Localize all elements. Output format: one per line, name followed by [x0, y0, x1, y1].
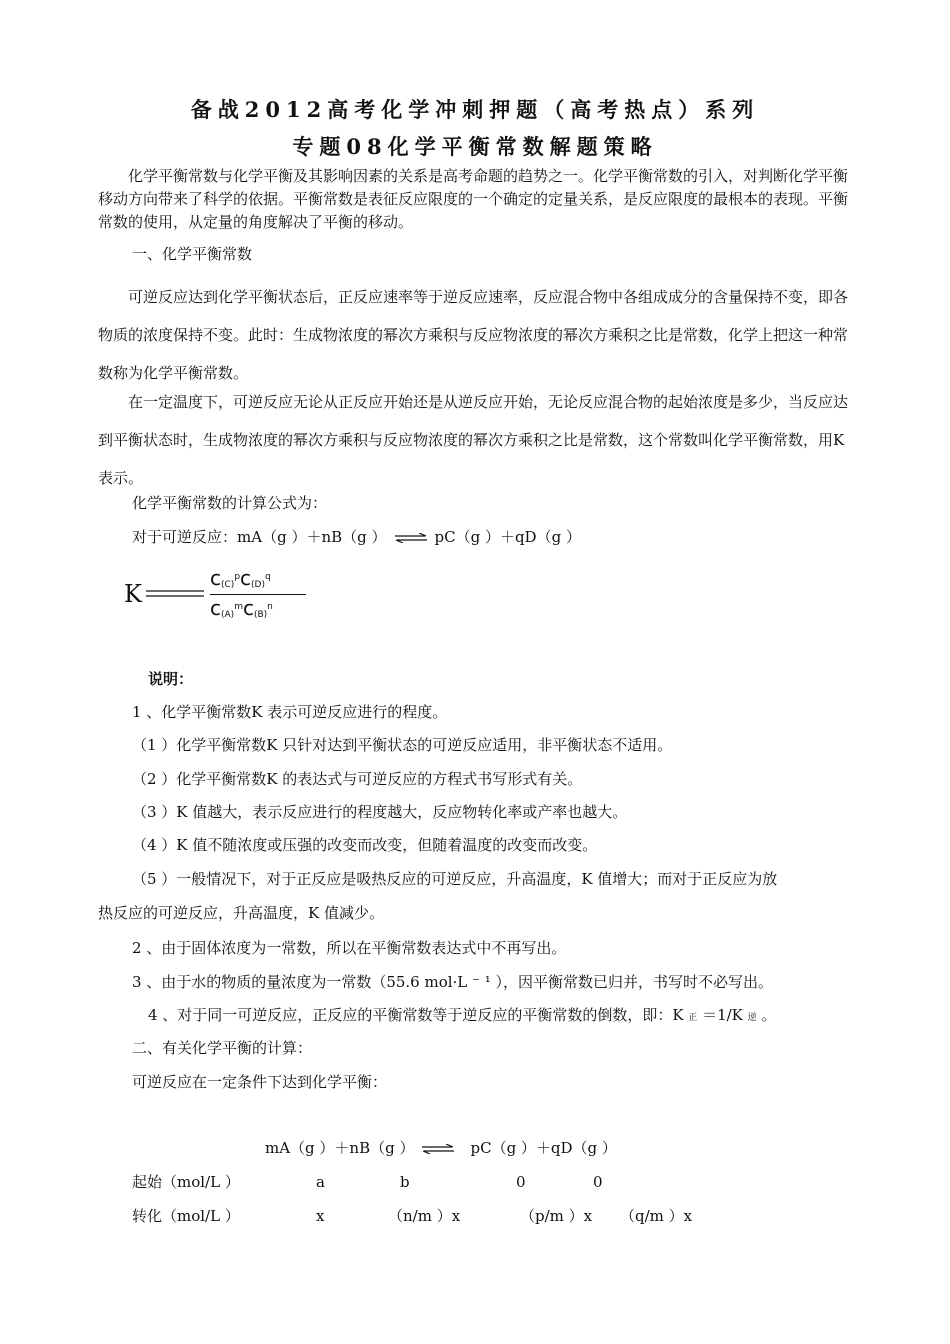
note-4-sub-reverse: 逆	[747, 1013, 757, 1023]
note-4-part-c: 。	[756, 1006, 777, 1024]
denominator-c1: c	[210, 596, 221, 620]
document-title: 备战2012高考化学冲刺押题（高考热点）系列	[190, 97, 760, 122]
temperature-paragraph: 在一定温度下，可逆反应无论从正反应开始还是从逆反应开始，无论反应混合物的起始浓度是多少，当反应达到平衡状态时，生成物浓度的幂次方乘积与反应物浓度的幂次方乘积之比是常数，这个常数叫化学平衡常数，用K 表示。	[98, 393, 849, 487]
note-1-5-line1: （5 ）一般情况下，对于正反应是吸热反应的可逆反应，升高温度，K 值增大；而对于正反应为放	[132, 870, 778, 888]
reaction-prefix: 对于可逆反应：	[132, 528, 238, 546]
denominator-sub1: (A)	[221, 610, 235, 620]
definition-paragraph: 可逆反应达到化学平衡状态后，正反应速率等于逆反应速率，反应混合物中各组成成分的含量保持不变，即各物质的浓度保持不变。此时：生成物浓度的幂次方乘积与反应物浓度的幂次方乘积之比是常数，化学上把这一种常数称为化学平衡常数。	[98, 288, 849, 382]
note-4-sub-forward: 正	[688, 1013, 698, 1023]
note-2: 2 、由于固体浓度为一常数，所以在平衡常数表达式中不再写出。	[132, 939, 567, 957]
numerator-c2: c	[240, 566, 252, 590]
intro-paragraph: 化学平衡常数与化学平衡及其影响因素的关系是高考命题的趋势之一。化学平衡常数的引入，对判断化学平衡移动方向带来了科学的依据。平衡常数是表征反应限度的一个确定的定量关系，是反应限度的最根本的表现。平衡常数的使用，从定量的角度解决了平衡的移动。	[98, 167, 849, 231]
section1-heading: 一、化学平衡常数	[132, 245, 253, 263]
row-start-value: 0	[516, 1173, 526, 1191]
equilibrium-arrow-icon	[422, 1144, 454, 1154]
numerator-sub2: (D)	[251, 580, 265, 590]
note-4-part-a: 4 、对于同一可逆反应，正反应的平衡常数等于逆反应的平衡常数的倒数，即：K	[148, 1006, 689, 1024]
row-change-value: （p/m ）x	[520, 1207, 593, 1225]
equilibrium-arrow-icon	[395, 533, 427, 543]
reaction-left: mA（g ）＋nB（g ）	[237, 528, 387, 546]
note-1-5-line2: 热反应的可逆反应，升高温度，K 值减少。	[98, 904, 384, 922]
document-subtitle: 专题08化学平衡常数解题策略	[292, 134, 658, 159]
row-change-value: （q/m ）x	[620, 1207, 693, 1225]
formula-intro: 化学平衡常数的计算公式为：	[132, 494, 328, 512]
section2-heading: 二、有关化学平衡的计算：	[132, 1039, 313, 1057]
reaction-right: pC（g ）＋qD（g ）	[434, 528, 581, 546]
note-3: 3 、由于水的物质的量浓度为一常数（55.6 mol·L ⁻ ¹ ），因平衡常数已归并，书写时不必写出。	[132, 973, 773, 991]
note-1: 1 、化学平衡常数K 表示可逆反应进行的程度。	[132, 703, 448, 721]
k-formula	[124, 566, 324, 624]
k-symbol: K	[124, 580, 142, 608]
note-1-1: （1 ）化学平衡常数K 只针对达到平衡状态的可逆反应适用，非平衡状态不适用。	[132, 736, 673, 754]
row-start-value: 0	[593, 1173, 603, 1191]
reaction-equation	[132, 530, 581, 545]
equals-sign-icon	[146, 590, 206, 598]
denominator-sub2: (B)	[253, 610, 268, 620]
denominator-c2: c	[242, 596, 254, 620]
row-change-value: x	[316, 1207, 325, 1225]
note-1-3: （3 ）K 值越大，表示反应进行的程度越大，反应物转化率或产率也越大。	[132, 803, 628, 821]
row-start-label: 起始（mol/L ）	[132, 1173, 240, 1191]
note-1-2: （2 ）化学平衡常数K 的表达式与可逆反应的方程式书写形式有关。	[132, 770, 583, 788]
numerator-pow2: q	[264, 572, 271, 582]
calc-intro: 可逆反应在一定条件下达到化学平衡：	[132, 1073, 388, 1091]
note-1-4: （4 ）K 值不随浓度或压强的改变而改变，但随着温度的改变而改变。	[132, 836, 598, 854]
note-4	[148, 1008, 776, 1026]
numerator-c1: c	[210, 566, 221, 590]
numerator-sub1: (C)	[221, 580, 235, 590]
numerator-pow1: p	[234, 572, 241, 582]
row-start-value: a	[316, 1173, 325, 1191]
calc-reaction-right: pC（g ）＋qD（g ）	[470, 1139, 617, 1157]
note-4-part-b: ＝1/K	[697, 1006, 748, 1024]
denominator-pow1: m	[234, 602, 243, 612]
row-change-label: 转化（mol/L ）	[132, 1207, 240, 1225]
denominator-pow2: n	[267, 602, 273, 612]
k-numerator	[210, 566, 271, 590]
calc-reaction	[265, 1141, 617, 1156]
calc-reaction-left: mA（g ）＋nB（g ）	[265, 1139, 415, 1157]
k-denominator	[210, 596, 273, 620]
notes-heading: 说明：	[148, 670, 194, 688]
row-start-value: b	[400, 1173, 410, 1191]
row-change-value: （n/m ）x	[388, 1207, 461, 1225]
